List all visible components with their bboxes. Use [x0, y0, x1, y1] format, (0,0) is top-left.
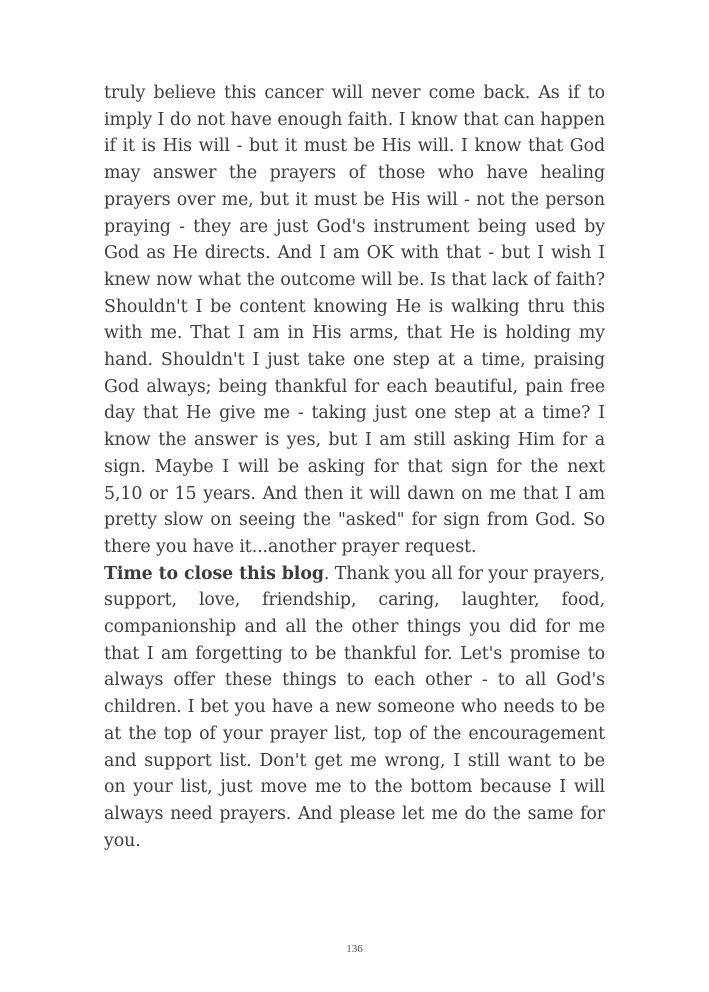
closing-heading-phrase: Time to close this blog: [104, 563, 324, 584]
closing-body-text: . Thank you all for your prayers, support, love, friendship, caring, laughter, food, companionship and all the other things you did for me that I am forgetting to be thankful for. Let's promise to always offer these things to each other - to all God's children. I bet you have a new someone who needs to be at the top of your prayer list, top of the encouragement and support list. Don't get me wrong, I still want to be on your list, just move me to the bottom because I will always need prayers. And please let me do the same for you.: [104, 563, 605, 851]
page-number: 136: [346, 943, 363, 955]
paragraph-faith-reflection: truly believe this cancer will never come back. As if to imply I do not have enough faith. I know that can happen if it is His will - but it must be His will. I know that God may answer the prayers of those who have healing prayers over me, but it must be His will - not the person praying - they are just God's instrument being used by God as He directs. And I am OK with that - but I wish I knew now what the outcome will be. Is that lack of faith? Shouldn't I be content knowing He is walking thru this with me. That I am in His arms, that He is holding my hand. Shouldn't I just take one step at a time, praising God always; being thankful for each beautiful, pain free day that He give me - taking just one step at a time? I know the answer is yes, but I am still asking Him for a sign. Maybe I will be asking for that sign for the next 5,10 or 15 years. And then it will dawn on me that I am pretty slow on seeing the "asked" for sign from God. So there you have it...another prayer request.: [104, 83, 605, 557]
body-text: [104, 80, 605, 854]
paragraph-closing-blog: [104, 561, 605, 855]
